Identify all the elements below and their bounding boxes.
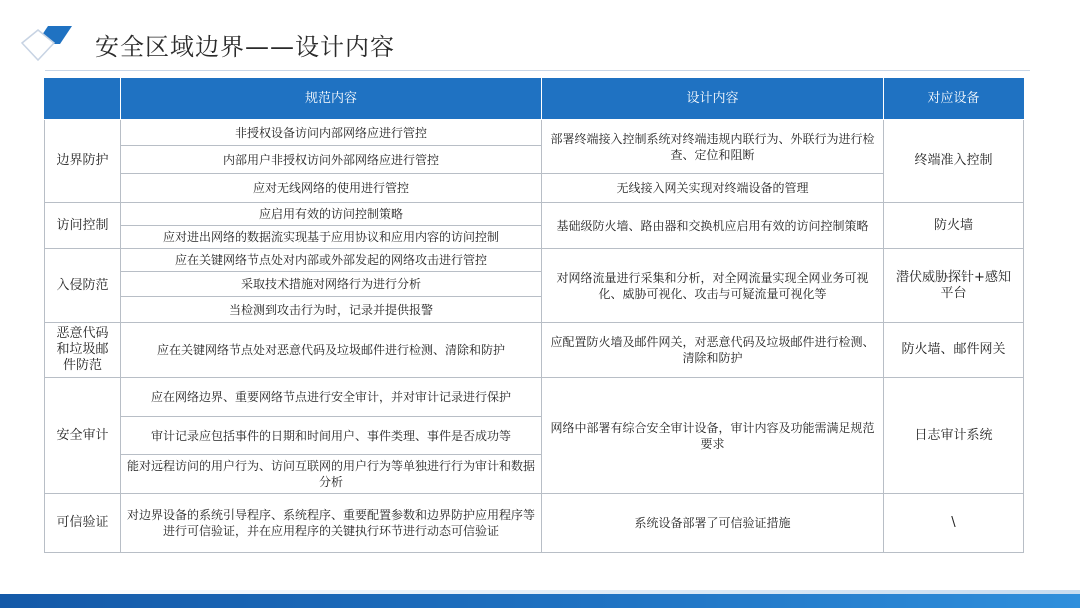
spec-item-cell: 内部用户非授权访问外部网络应进行管控 xyxy=(121,146,542,174)
table-row xyxy=(45,203,1024,226)
spec-item-cell: 对边界设备的系统引导程序、系统程序、重要配置参数和边界防护应用程序等进行可信验证，并在应用程序的关键执行环节进行动态可信验证 xyxy=(121,494,542,553)
design-item-cell: 对网络流量进行采集和分析，对全网流量实现全网业务可视化、威胁可视化、攻击与可疑流量可视化等 xyxy=(542,249,884,323)
table-row xyxy=(45,174,1024,203)
spec-item-cell: 审计记录应包括事件的日期和时间用户、事件类理、事件是否成功等 xyxy=(121,417,542,455)
table-row xyxy=(45,323,1024,378)
spec-item-cell: 应在网络边界、重要网络节点进行安全审计，并对审计记录进行保护 xyxy=(121,378,542,417)
device-cell: 潜伏威胁探针+感知平台 xyxy=(884,249,1024,323)
device-cell: 日志审计系统 xyxy=(884,378,1024,494)
spec-item-cell: 应启用有效的访问控制策略 xyxy=(121,203,542,226)
design-item-cell: 系统设备部署了可信验证措施 xyxy=(542,494,884,553)
spec-item-cell: 采取技术措施对网络行为进行分析 xyxy=(121,272,542,297)
spec-item-cell: 应在关键网络节点处对内部或外部发起的网络攻击进行管控 xyxy=(121,249,542,272)
column-header-design: 设计内容 xyxy=(542,79,884,120)
category-cell: 恶意代码和垃圾邮件防范 xyxy=(45,323,121,378)
column-header-spec: 规范内容 xyxy=(121,79,542,120)
spec-item-cell: 非授权设备访问内部网络应进行管控 xyxy=(121,120,542,146)
spec-item-cell: 应对无线网络的使用进行管控 xyxy=(121,174,542,203)
device-cell: 防火墙、邮件网关 xyxy=(884,323,1024,378)
design-content-table xyxy=(44,78,1024,553)
device-cell: 防火墙 xyxy=(884,203,1024,249)
table-row xyxy=(45,249,1024,272)
category-cell: 安全审计 xyxy=(45,378,121,494)
table-row xyxy=(45,494,1024,553)
design-item-cell: 基础级防火墙、路由器和交换机应启用有效的访问控制策略 xyxy=(542,203,884,249)
category-cell: 边界防护 xyxy=(45,120,121,203)
table-row xyxy=(45,378,1024,417)
design-item-cell: 部署终端接入控制系统对终端违规内联行为、外联行为进行检查、定位和阻断 xyxy=(542,120,884,174)
category-cell: 可信验证 xyxy=(45,494,121,553)
column-header-category xyxy=(45,79,121,120)
design-item-cell: 网络中部署有综合安全审计设备，审计内容及功能需满足规范要求 xyxy=(542,378,884,494)
column-header-device: 对应设备 xyxy=(884,79,1024,120)
spec-item-cell: 能对远程访问的用户行为、访问互联网的用户行为等单独进行行为审计和数据分析 xyxy=(121,455,542,494)
table-body xyxy=(45,120,1024,553)
title-divider xyxy=(45,70,1030,71)
category-cell: 入侵防范 xyxy=(45,249,121,323)
device-cell: \ xyxy=(884,494,1024,553)
design-item-cell: 无线接入网关实现对终端设备的管理 xyxy=(542,174,884,203)
page-title: 安全区域边界——设计内容 xyxy=(95,33,395,61)
brand-logo-icon xyxy=(20,20,80,66)
spec-item-cell: 应对进出网络的数据流实现基于应用协议和应用内容的访问控制 xyxy=(121,226,542,249)
footer-band xyxy=(0,594,1080,608)
table-row xyxy=(45,120,1024,146)
table-header-row xyxy=(45,79,1024,120)
spec-item-cell: 应在关键网络节点处对恶意代码及垃圾邮件进行检测、清除和防护 xyxy=(121,323,542,378)
category-cell: 访问控制 xyxy=(45,203,121,249)
spec-item-cell: 当检测到攻击行为时，记录并提供报警 xyxy=(121,297,542,323)
device-cell: 终端准入控制 xyxy=(884,120,1024,203)
design-item-cell: 应配置防火墙及邮件网关，对恶意代码及垃圾邮件进行检测、清除和防护 xyxy=(542,323,884,378)
